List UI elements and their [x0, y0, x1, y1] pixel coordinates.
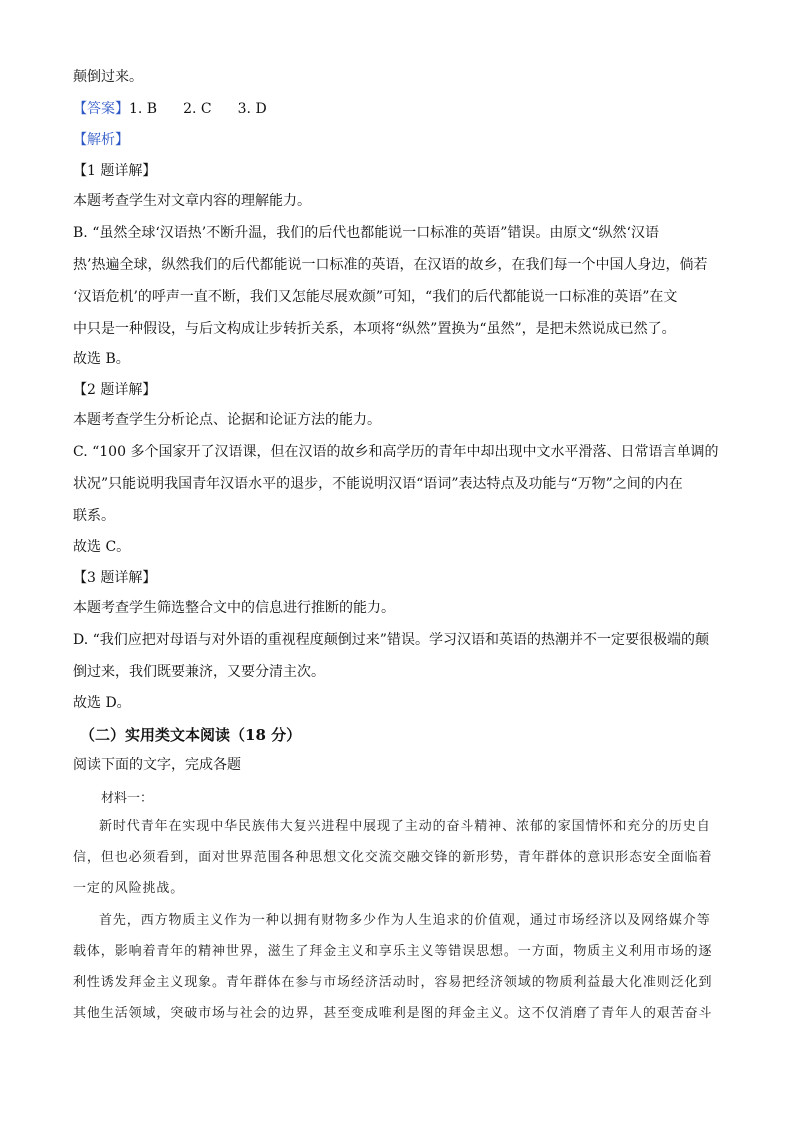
paragraph-line: 首先，西方物质主义作为一种以拥有财物多少作为人生追求的价值观，通过市场经济以及网络媒介等 [99, 913, 711, 928]
paragraph-line: 信，但也必须看到，面对世界范围各种思想文化交流交融交锋的新形势，青年群体的意识形态安全面临着 [73, 850, 713, 865]
material-paragraph-2 [73, 912, 723, 1036]
q1-line: ‘汉语危机’的呼声一直不断，我们又怎能尽展欢颜”可知，“我们的后代都能说一口标准的英语”在文 [73, 289, 678, 305]
material-paragraph-1 [73, 818, 723, 911]
q2-conclusion: 故选 C。 [73, 539, 131, 555]
q2-line: 状况”只能说明我国青年汉语水平的退步，不能说明汉语“语词”表达特点及功能与“万物”之间的内在 [73, 476, 683, 492]
paragraph-line: 利性诱发拜金主义现象。青年群体在参与市场经济活动时，容易把经济领域的物质利益最大化准则泛化到 [73, 975, 713, 990]
q1-line: 热’热遍全球，纵然我们的后代都能说一口标准的英语，在汉语的故乡，在我们每一个中国人身边，倘若 [73, 257, 708, 273]
q3-conclusion: 故选 D。 [73, 695, 131, 711]
paragraph-line: 其他生活领域，突破市场与社会的边界，甚至变成唯利是图的拜金主义。这不仅消磨了青年人的艰苦奋斗 [73, 1006, 713, 1021]
paragraph-line: 新时代青年在实现中华民族伟大复兴进程中展现了主动的奋斗精神、浓郁的家国情怀和充分的历史自 [99, 819, 711, 834]
answer-2: 2. C [183, 101, 212, 117]
analysis-label: 【解析】 [73, 132, 129, 148]
answer-line [73, 100, 267, 118]
paragraph-line: 载体，影响着青年的精神世界，滋生了拜金主义和享乐主义等错误思想。一方面，物质主义利用市场的逐 [73, 944, 713, 959]
q1-intro: 本题考查学生对文章内容的理解能力。 [73, 193, 311, 209]
q1-line: B. “虽然全球‘汉语热’不断升温，我们的后代也都能说一口标准的英语”错误。由原文“纵然‘汉语 [73, 225, 660, 241]
q2-line: 联系。 [73, 508, 115, 524]
paragraph-line: 一定的风险挑战。 [73, 881, 185, 896]
answer-1: 1. B [129, 101, 158, 117]
answer-label: 【答案】 [73, 101, 129, 117]
q3-intro: 本题考查学生筛选整合文中的信息进行推断的能力。 [73, 600, 395, 616]
continuation-line: 颠倒过来。 [73, 69, 143, 85]
q2-intro: 本题考查学生分析论点、论据和论证方法的能力。 [73, 412, 381, 428]
q3-line: 倒过来，我们既要兼济，又要分清主次。 [73, 664, 325, 680]
q1-line: 中只是一种假设，与后文构成让步转折关系，本项将“纵然”置换为“虽然”，是把未然说成已然了。 [73, 321, 676, 337]
q3-line: D. “我们应把对母语与对外语的重视程度颠倒过来”错误。学习汉语和英语的热潮并不一定要很极端的颠 [73, 632, 709, 648]
answer-3: 3. D [237, 101, 267, 117]
section-instruction: 阅读下面的文字，完成各题 [73, 757, 241, 773]
section-title: （二）实用类文本阅读（18 分） [80, 726, 302, 744]
q2-line: C. “100 多个国家开了汉语课，但在汉语的故乡和高学历的青年中却出现中文水平滑落、日常语言单调的 [73, 444, 719, 460]
q2-heading: 【2 题详解】 [73, 382, 157, 398]
q1-heading: 【1 题详解】 [73, 163, 157, 179]
material-label: 材料一： [101, 791, 154, 806]
q3-heading: 【3 题详解】 [73, 570, 157, 586]
q1-conclusion: 故选 B。 [73, 351, 130, 367]
